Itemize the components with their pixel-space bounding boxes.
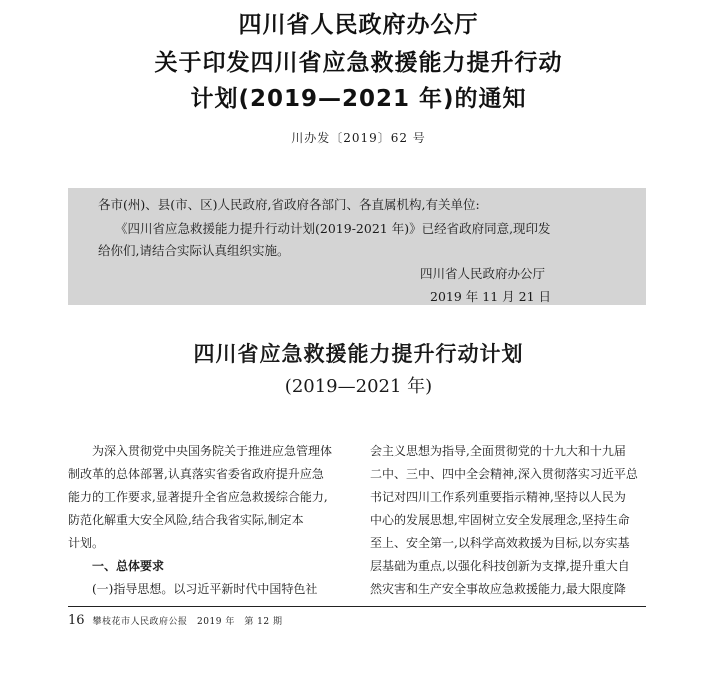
notice-body-line-2: 给你们,请结合实际认真组织实施。	[98, 243, 290, 258]
body-line: 中心的发展思想,牢固树立安全发展理念,坚持生命	[370, 513, 630, 527]
body-left-column	[68, 440, 360, 601]
body-line: 为深入贯彻党中央国务院关于推进应急管理体	[92, 444, 333, 458]
notice-title-line-2: 关于印发四川省应急救援能力提升行动	[154, 50, 563, 76]
section-heading: 一、总体要求	[92, 559, 165, 573]
body-line: 能力的工作要求,显著提升全省应急救援综合能力,	[68, 490, 328, 504]
body-line: 会主义思想为指导,全面贯彻党的十九大和十九届	[370, 444, 626, 458]
body-line: 制改革的总体部署,认真落实省委省政府提升应急	[68, 467, 324, 481]
body-right-column	[370, 440, 662, 601]
notice-date: 2019 年 11 月 21 日	[430, 289, 551, 304]
plan-years: (2019—2021 年)	[284, 376, 433, 397]
body-line: 计划。	[68, 536, 105, 550]
page-number: 16	[68, 613, 85, 628]
plan-title: 四川省应急救援能力提升行动计划	[193, 342, 524, 366]
body-line: 然灾害和生产安全事故应急救援能力,最大限度降	[370, 582, 626, 596]
body-line: (一)指导思想。以习近平新时代中国特色社	[92, 582, 318, 596]
notice-box	[68, 188, 646, 305]
page-footer	[68, 609, 283, 628]
body-line: 至上、安全第一,以科学高效救援为目标,以夯实基	[370, 536, 630, 550]
body-line: 二中、三中、四中全会精神,深入贯彻落实习近平总	[370, 467, 638, 481]
notice-title-line-3: 计划(2019—2021 年)的通知	[190, 86, 527, 112]
notice-body-line-1: 《四川省应急救援能力提升行动计划(2019-2021 年)》已经省政府同意,现印发	[115, 221, 551, 236]
body-line: 书记对四川工作系列重要指示精神,坚持以人民为	[370, 490, 626, 504]
body-line: 层基础为重点,以强化科技创新为支撑,提升重大自	[370, 559, 630, 573]
notice-title-line-1: 四川省人民政府办公厅	[238, 12, 479, 38]
notice-addressee: 各市(州)、县(市、区)人民政府,省政府各部门、各直属机构,有关单位:	[98, 197, 480, 212]
document-number: 川办发〔2019〕62 号	[291, 131, 426, 145]
publication-info: 攀枝花市人民政府公报 2019 年 第 12 期	[92, 617, 283, 627]
footer-divider	[68, 606, 646, 607]
notice-issuer: 四川省人民政府办公厅	[420, 266, 546, 281]
body-line: 防范化解重大安全风险,结合我省实际,制定本	[68, 513, 304, 527]
